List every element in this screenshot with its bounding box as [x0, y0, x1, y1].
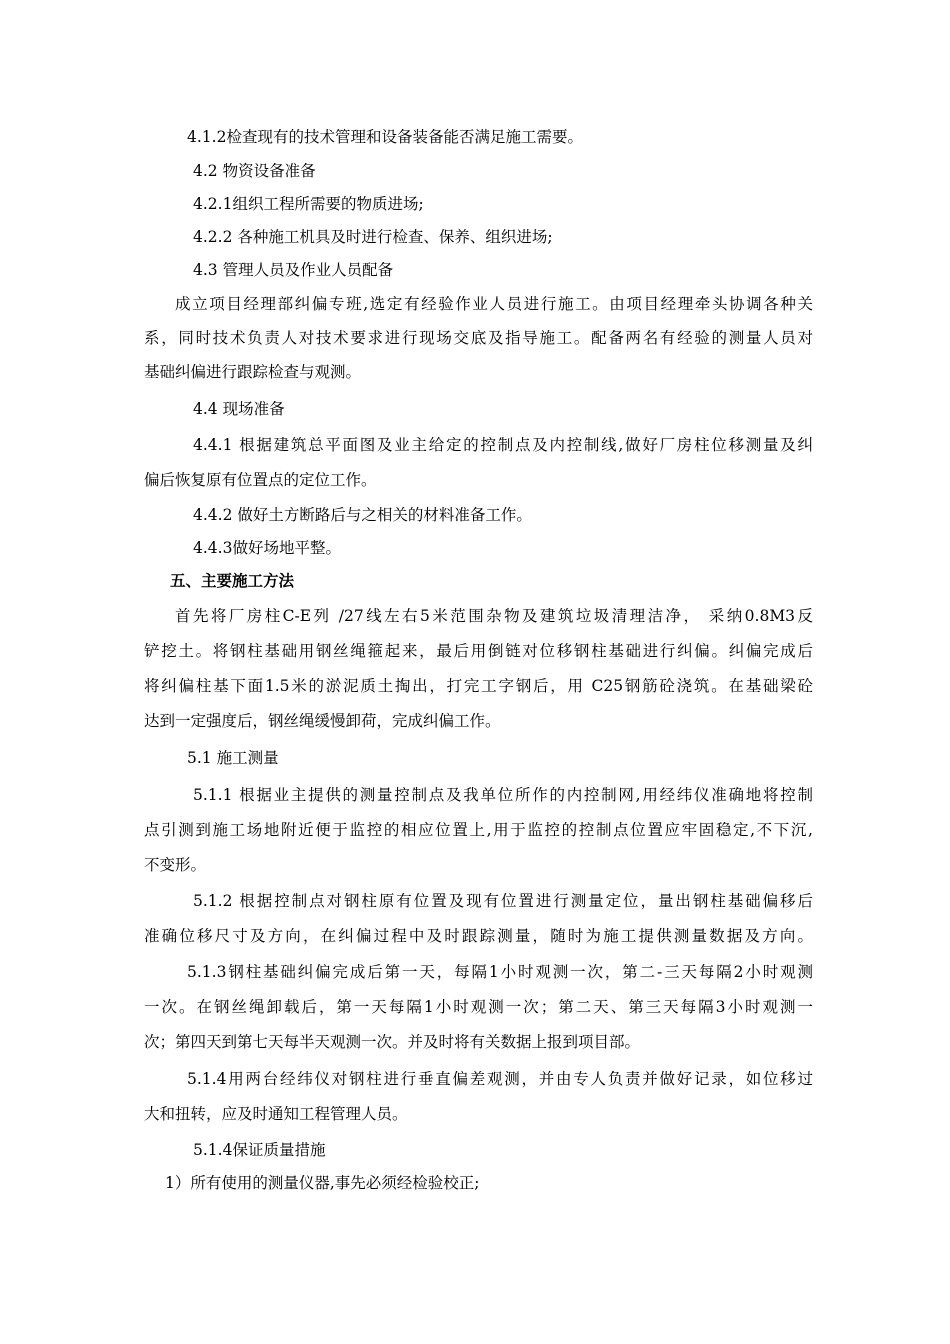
paragraph-line: 大和扭转，应及时通知工程管理人员。 — [144, 1105, 408, 1123]
paragraph-line: 4.4.1 根据建筑总平面图及业主给定的控制点及内控制线,做好厂房柱位移测量及纠 — [193, 436, 813, 454]
section-heading: 4.4 现场准备 — [193, 400, 285, 418]
paragraph-line: 系，同时技术负责人对技术要求进行现场交底及指导施工。配备两名有经验的测量人员对 — [144, 329, 813, 347]
paragraph-line: 达到一定强度后，钢丝绳缓慢卸荷，完成纠偏工作。 — [144, 712, 501, 730]
paragraph-line: 将纠偏柱基下面1.5米的淤泥质土掏出，打完工字钢后，用 C25钢筋砼浇筑。在基础梁砼 — [144, 677, 813, 695]
section-heading: 5.1.4保证质量措施 — [193, 1141, 326, 1159]
chapter-heading: 五、主要施工方法 — [170, 571, 295, 590]
section-heading: 4.2 物资设备准备 — [193, 162, 316, 180]
text-line: 4.2.1组织工程所需要的物质进场; — [193, 195, 424, 213]
paragraph-line: 成立项目经理部纠偏专班,选定有经验作业人员进行施工。由项目经理牵头协调各种关 — [175, 295, 813, 313]
paragraph-line: 点引测到施工场地附近便于监控的相应位置上,用于监控的控制点位置应牢固稳定,不下沉, — [144, 821, 813, 839]
paragraph-line: 铲挖土。将钢柱基础用钢丝绳箍起来，最后用倒链对位移钢柱基础进行纠偏。纠偏完成后 — [144, 642, 813, 660]
section-heading: 5.1 施工测量 — [187, 749, 279, 767]
text-line: 4.1.2检查现有的技术管理和设备装备能否满足施工需要。 — [187, 128, 583, 146]
list-item: 1）所有使用的测量仪器,事先必须经检验校正; — [165, 1174, 480, 1192]
paragraph-line: 一次。在钢丝绳卸载后，第一天每隔1小时观测一次；第二天、第三天每隔3小时观测一 — [144, 998, 813, 1016]
paragraph-line: 5.1.1 根据业主提供的测量控制点及我单位所作的内控制网,用经纬仪准确地将控制 — [193, 786, 813, 804]
text-line: 4.4.3做好场地平整。 — [193, 539, 341, 557]
paragraph-line: 5.1.3钢柱基础纠偏完成后第一天，每隔1小时观测一次，第二-三天每隔2小时观测 — [187, 963, 813, 981]
paragraph-line: 5.1.4用两台经纬仪对钢柱进行垂直偏差观测，并由专人负责并做好记录，如位移过 — [187, 1070, 813, 1088]
section-heading: 4.3 管理人员及作业人员配备 — [193, 261, 394, 279]
paragraph-line: 偏后恢复原有位置点的定位工作。 — [144, 471, 377, 489]
paragraph-line: 次；第四天到第七天每半天观测一次。并及时将有关数据上报到项目部。 — [144, 1033, 641, 1051]
paragraph-line: 准确位移尺寸及方向，在纠偏过程中及时跟踪测量，随时为施工提供测量数据及方向。 — [144, 927, 813, 945]
text-line: 4.4.2 做好土方断路后与之相关的材料准备工作。 — [193, 506, 532, 524]
paragraph-line: 不变形。 — [144, 856, 207, 874]
paragraph-line: 基础纠偏进行跟踪检查与观测。 — [144, 363, 362, 381]
text-line: 4.2.2 各种施工机具及时进行检查、保养、组织进场; — [193, 228, 553, 246]
paragraph-line: 首先将厂房柱C-E列 /27线左右5米范围杂物及建筑垃圾清理洁净， 采纳0.8M3反 — [175, 607, 813, 625]
paragraph-line: 5.1.2 根据控制点对钢柱原有位置及现有位置进行测量定位，量出钢柱基础偏移后 — [193, 892, 813, 910]
